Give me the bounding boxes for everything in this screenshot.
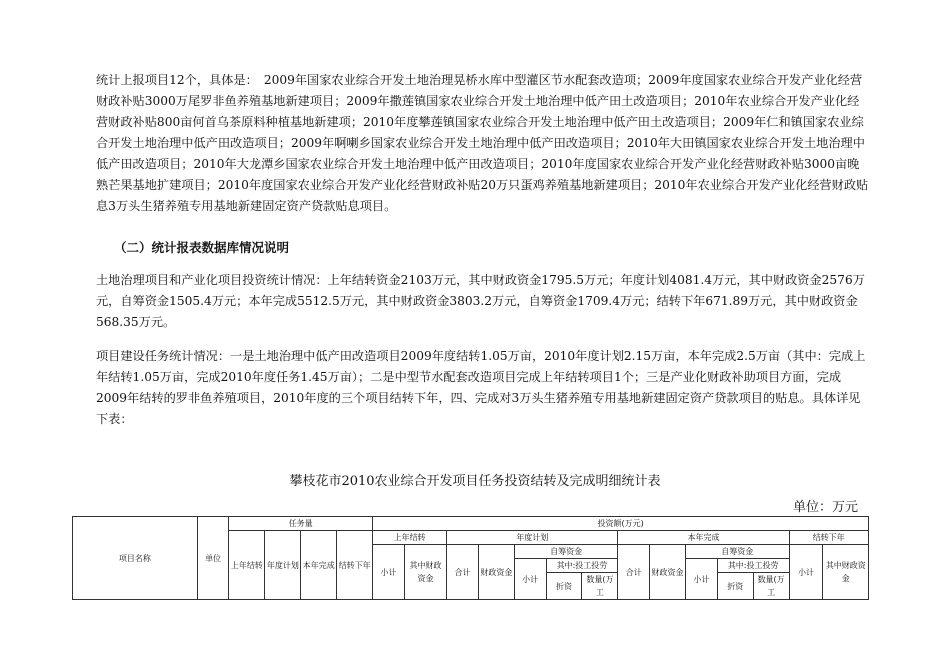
header-plan-quantity: 数量(万工 (582, 573, 618, 600)
header-plan-discount: 折资 (546, 573, 582, 600)
header-task-annual-plan: 年度计划 (265, 531, 301, 600)
header-task-carry-next: 结转下年 (337, 531, 373, 600)
paragraph-project-list: 统计上报项目12个，具体是： 2009年国家农业综合开发土地治理晃桥水库中型灌区节水配套改造项；2009年度国家农业综合开发产业化经营财政补贴3000万尾罗非鱼养殖基地新建项目；2009年撒莲镇国家农业综合开发土地治理中低产田土改造项目；2010年农业综合开发产业化经营财政补贴800亩何首乌茶原料种植基地新建项；2010年度攀莲镇国家农业综合开发土地治理中低产田土改造项目；2009年仁和镇国家农业综合开发土地治理中低产田改造项目；2009年啊喇乡国家农业综合开发土地治理中低产田改造项目；2010年大田镇国家农业综合开发土地治理中低产田改造项目；2010年大龙潭乡国家农业综合开发土地治理中低产田改造项目；2010年度国家农业综合开发产业化经营财政补贴3000亩晚熟芒果基地扩建项目；2010年度国家农业综合开发产业化经营财政补贴20万只蛋鸡养殖基地新建项目；2010年农业综合开发产业化经营财政贴息3万头生猪养殖专用基地新建固定资产贷款贴息项目。 (96, 73, 869, 213)
header-done-discount: 折资 (717, 573, 753, 600)
header-prev-subtotal: 小计 (373, 545, 405, 600)
header-next-subtotal: 小计 (789, 545, 823, 600)
table-title: 攀枝花市2010农业综合开发项目任务投资结转及完成明细统计表 (289, 474, 661, 489)
header-plan-self-raised: 自筹资金 (514, 545, 618, 559)
table-unit-label: 单位：万元 (792, 500, 858, 515)
header-plan-total: 合计 (447, 545, 479, 600)
header-inv-completed: 本年完成 (618, 531, 789, 545)
header-plan-self-subtotal: 小计 (514, 559, 546, 600)
header-plan-labor: 其中:投工投劳 (546, 559, 618, 573)
statistics-table (72, 516, 869, 600)
header-next-fiscal: 其中财政资金 (823, 545, 869, 600)
header-plan-fiscal: 财政资金 (478, 545, 514, 600)
header-task-volume: 任务量 (229, 517, 373, 531)
header-inv-carry-next: 结转下年 (789, 531, 868, 545)
header-done-fiscal: 财政资金 (650, 545, 686, 600)
header-task-completed: 本年完成 (301, 531, 337, 600)
header-done-self-raised: 自筹资金 (686, 545, 790, 559)
header-project-name: 项目名称 (73, 517, 198, 600)
header-task-prev-carry: 上年结转 (229, 531, 265, 600)
header-prev-fiscal: 其中财政资金 (404, 545, 446, 600)
header-unit: 单位 (197, 517, 229, 600)
header-done-self-subtotal: 小计 (686, 559, 718, 600)
paragraph-task-stats: 项目建设任务统计情况：一是土地治理中低产田改造项目2009年度结转1.05万亩，2010年度计划2.15万亩，本年完成2.5万亩（其中：完成上年结转1.05万亩，完成2010年度任务1.45万亩）；二是中型节水配套改造项目完成上年结转项目1个；三是产业化财政补助项目方面，完成2009年结转的罗非鱼养殖项目，2010年度的三个项目结转下年，四、完成对3万头生猪养殖专用基地新建固定资产贷款项目的贴息。具体详见下表： (96, 349, 866, 426)
paragraph-investment-stats: 土地治理项目和产业化项目投资统计情况：上年结转资金2103万元，其中财政资金1795.5万元；年度计划4081.4万元，其中财政资金2576万元，自筹资金1505.4万元；本年完成5512.5万元，其中财政资金3803.2万元，自筹资金1709.4万元；结转下年671.89万元，其中财政资金568.35万元。 (96, 273, 865, 329)
header-done-labor: 其中:投工投劳 (717, 559, 789, 573)
section-heading: （二）统计报表数据库情况说明 (114, 240, 290, 255)
header-done-total: 合计 (618, 545, 650, 600)
header-inv-prev-carry: 上年结转 (373, 531, 447, 545)
header-investment: 投资额(万元) (373, 517, 869, 531)
header-done-quantity: 数量(万工 (753, 573, 789, 600)
header-inv-annual-plan: 年度计划 (447, 531, 618, 545)
